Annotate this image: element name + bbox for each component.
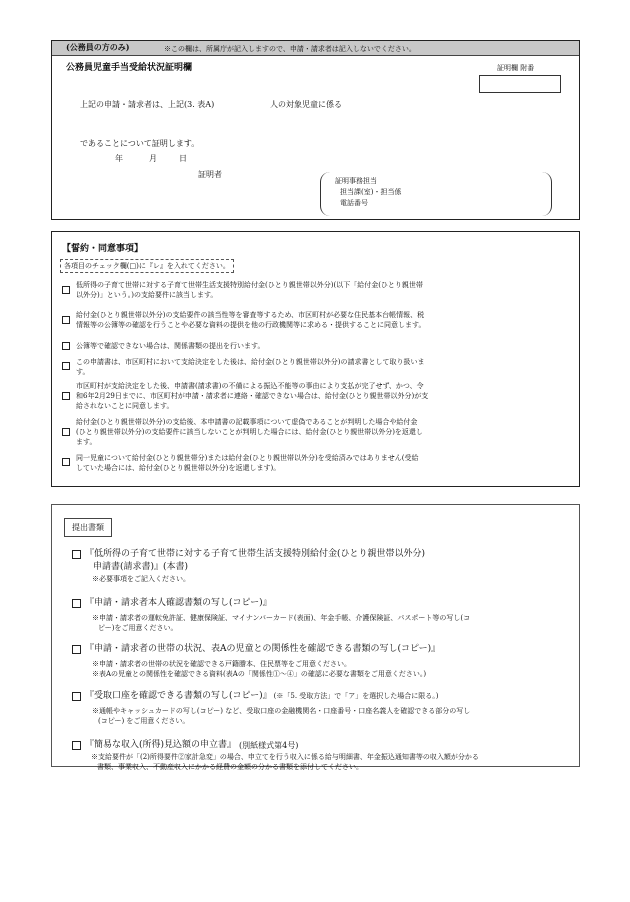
pledge-text: 給付金(ひとり親世帯以外分)の支給後、本申請書の記載事項について虚偽であることが判明した場合や給付金 [76,418,418,426]
pledge-item [62,417,572,453]
document-item [72,597,572,633]
document-note: (コピー) をご用意ください。 [98,717,190,725]
contact-bracket [320,172,552,216]
document-note: ※支給要件が「(2)所得要件②家計急変」の場合、申立てを行う収入に係る給与明細書、年金振込通知書等の収入額が分かる [91,753,479,761]
pledge-text: 和6年2月29日までに、市区町村が申請・請求者に連絡・確認できない場合は、給付金(ひとり親世帯以外分)が支 [76,392,429,400]
document-item [72,643,572,679]
pledge-checkbox[interactable] [62,428,70,436]
document-note: ※必要事項をご記入ください。 [92,575,190,583]
document-item [72,548,572,584]
document-notes-last [91,752,571,772]
pledge-checkbox[interactable] [62,362,70,370]
pledge-text: 市区町村が支給決定をした後、申請書(請求書)の不備による振込不能等の事由により支払が完了せず、かつ、令 [76,382,424,390]
pledge-text: 低所得の子育て世帯に対する子育て世帯生活支援特別給付金(ひとり親世帯以外分)(以下「給付金(ひとり親世帯 [76,281,423,289]
pledge-checkbox[interactable] [62,458,70,466]
stamp-label: 証明欄 附番 [497,64,535,72]
document-checkbox[interactable] [72,550,81,559]
cert-line2: であることについて証明します。 [80,139,200,148]
official-header-note: ※この欄は、所属庁が記入しますので、申請・請求者は記入しないでください。 [164,45,416,53]
pledge-checkbox[interactable] [62,392,70,400]
pledge-checkbox[interactable] [62,286,70,294]
document-title: 『低所得の子育て世帯に対する子育て世帯生活支援特別給付金(ひとり親世帯以外分) [85,549,426,559]
document-title: 『申請・請求者の世帯の状況、表Aの児童との関係性を確認できる書類の写し(コピー)』 [85,644,441,654]
contact-line: 担当課(室)・担当係 [340,188,402,196]
official-section [51,40,580,220]
document-title: 『簡易な収入(所得)見込額の申立書』 [85,740,237,750]
pledge-item [62,357,572,381]
document-item [72,739,572,752]
pledge-text: ます。 [76,438,97,446]
official-title: 公務員児童手当受給状況証明欄 [66,63,193,73]
pledge-text: す。 [76,368,90,376]
pledge-item [62,341,572,357]
pledge-text: 給付金(ひとり親世帯以外分)の支給要件の該当性等を審査等するため、市区町村が必要な住民基本台帳情報、税 [76,311,425,319]
pledge-text: していた場合には、給付金(ひとり親世帯以外分)を返還します)。 [76,464,281,472]
cert-day: 日 [179,154,187,163]
pledge-text: 情報等の公簿等の確認を行うことや必要な資料の提供を他の行政機関等に求める・提供することに同意します。 [76,321,426,329]
official-header-bar [52,41,579,56]
stamp-number-box[interactable] [479,75,561,93]
document-checkbox[interactable] [72,599,81,608]
cert-line1a: 上記の申請・請求者は、上記(3. 表A) [80,100,215,109]
pledge-item [62,310,572,341]
document-item [72,690,572,726]
contact-line: 証明事務担当 [335,177,377,185]
pledge-text: (ひとり親世帯以外分)の支給要件に該当しないことが判明した場合には、給付金(ひとり親世帯以外分)を返還し [76,428,423,436]
pledge-checkbox[interactable] [62,342,70,350]
pledge-text: この申請書は、市区町村において支給決定をした後は、給付金(ひとり親世帯以外分)の請求書として取り扱いま [76,358,425,366]
document-checkbox[interactable] [72,741,81,750]
pledge-text: 同一児童について給付金(ひとり親世帯分)または給付金(ひとり親世帯以外分)を受給済みではありません(受給 [76,454,419,462]
cert-month: 月 [149,154,157,163]
document-note: ピー)をご用意ください。 [98,624,178,632]
document-title-note: (※「5. 受取方法」で「ア」を選択した場合に限る。) [273,692,439,700]
pledge-title: 【誓約・同意事項】 [62,244,144,254]
pledge-item [62,280,572,306]
documents-title: 提出書類 [64,518,112,537]
document-title: 『受取口座を確認できる書類の写し(コピー)』 [85,691,272,701]
pledge-section [51,231,580,487]
document-note: ※申請・請求者の運転免許証、健康保険証、マイナンバーカード(表面)、年金手帳、介護保険証、パスポート等の写し(コ [92,614,471,622]
pledge-text: 以外分)」という。)の支給要件に該当します。 [76,291,218,299]
document-note: ※表Aの児童との関係性を確認できる資料(表Aの「関係性①～④」の確認に必要な書類をご用意ください。) [92,670,427,678]
document-title-note: (別紙様式第4号) [239,741,299,750]
document-checkbox[interactable] [72,645,81,654]
document-title: 申請書(請求書)』(本書) [93,562,189,572]
pledge-text: 公簿等で確認できない場合は、関係書類の提出を行います。 [76,342,265,350]
pledge-item [62,381,572,417]
document-note: 書類、事業収入、不動産収入にかかる経費の金額の分かる書類を添付してください。 [97,763,363,771]
contact-line: 電話番号 [340,199,368,207]
documents-section [51,504,580,767]
pledge-item [62,453,572,477]
pledge-text: 給されないことに同意します。 [76,402,174,410]
document-note: ※通帳やキャッシュカードの写し(コピー) など、受取口座の金融機関名・口座番号・口座名義人を確認できる部分の写し [92,707,471,715]
pledge-checkbox[interactable] [62,316,70,324]
pledge-list [62,280,572,477]
cert-year: 年 [115,154,123,163]
certifier-label: 証明者 [198,170,222,179]
document-checkbox[interactable] [72,692,81,701]
document-title: 『申請・請求者本人確認書類の写し(コピー)』 [85,598,272,608]
document-note: ※申請・請求者の世帯の状況を確認できる戸籍謄本、住民票等をご用意ください。 [92,660,351,668]
cert-line1b: 人の対象児童に係る [270,100,342,109]
pledge-instruction: 各項目のチェック欄(□)に『レ』を入れてください。 [60,259,234,273]
official-header-label: (公務員の方のみ) [66,42,130,52]
